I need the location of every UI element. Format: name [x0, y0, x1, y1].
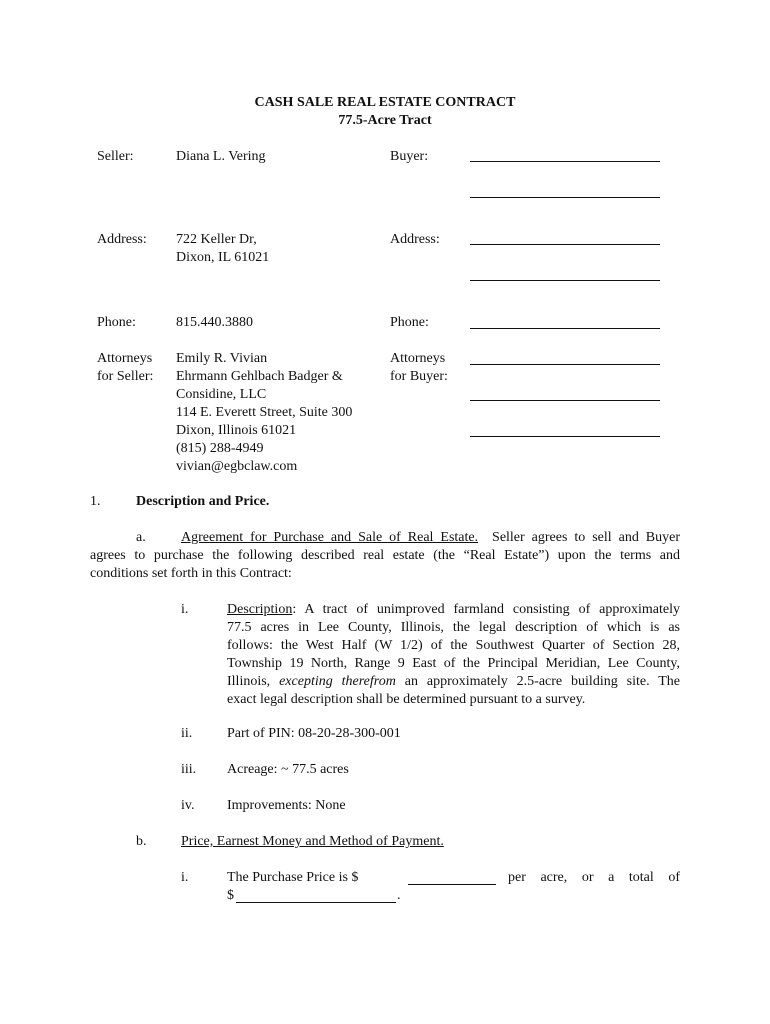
document-subtitle: 77.5-Acre Tract [338, 113, 432, 128]
improvements-text: Improvements: None [227, 798, 346, 813]
seller-name: Diana L. Vering [176, 149, 266, 164]
subsection-a-title: Agreement for Purchase and Sale of Real Estate. [181, 530, 479, 545]
seller-attorney-line: Considine, LLC [176, 387, 267, 402]
seller-attorney-line: 114 E. Everett Street, Suite 300 [176, 405, 353, 420]
subsection-b-title: Price, Earnest Money and Method of Payment. [181, 834, 444, 849]
subsection-a-text-line2: agrees to purchase the following described real estate (the “Real Estate”) upon the terms and [90, 548, 680, 563]
seller-attorney-email: vivian@egbclaw.com [176, 459, 298, 474]
seller-attorney-line: Ehrmann Gehlbach Badger & [176, 369, 343, 384]
description-line: Township 19 North, Range 9 East of the Principal Meridian, Lee County, [227, 656, 680, 671]
purchase-price-text-tail: per acre, or a total of [508, 870, 680, 885]
seller-phone-label: Phone: [97, 315, 136, 330]
seller-address-line1: 722 Keller Dr, [176, 232, 257, 247]
seller-attorney-label-line1: Attorneys [97, 351, 153, 366]
item-number: iii. [181, 762, 197, 777]
subsection-b-label: b. [136, 834, 147, 849]
total-price-dollar: $ [227, 888, 234, 903]
buyer-attorney-blank-3[interactable] [470, 436, 660, 437]
seller-attorney-label-line2: for Seller: [97, 369, 154, 384]
item-number: i. [181, 602, 189, 617]
subsection-a-label: a. [136, 530, 146, 545]
buyer-phone-label: Phone: [390, 315, 429, 330]
section-heading: Description and Price. [136, 494, 270, 509]
pin-text: Part of PIN: 08-20-28-300-001 [227, 726, 401, 741]
seller-phone: 815.440.3880 [176, 315, 253, 330]
subsection-a-text-line3: conditions set forth in this Contract: [90, 566, 292, 581]
buyer-label: Buyer: [390, 149, 429, 164]
acreage-text: Acreage: ~ 77.5 acres [227, 762, 349, 777]
seller-address-line2: Dixon, IL 61021 [176, 250, 270, 265]
buyer-address-blank-1[interactable] [470, 244, 660, 245]
description-line: 77.5 acres in Lee County, Illinois, the legal description of which is as [227, 620, 680, 635]
description-line: an approximately 2.5-acre building site. The [395, 674, 681, 689]
description-title: Description [227, 602, 293, 617]
subsection-a-paragraph [90, 529, 680, 583]
section-number: 1. [90, 494, 101, 509]
total-price-blank[interactable] [236, 887, 396, 903]
buyer-phone-blank[interactable] [470, 328, 660, 329]
seller-attorney-line: Dixon, Illinois 61021 [176, 423, 297, 438]
buyer-attorney-label-line2: for Buyer: [390, 369, 448, 384]
seller-label: Seller: [97, 149, 134, 164]
purchase-price-text: The Purchase Price is $ [227, 870, 359, 885]
description-emphasis: excepting therefrom [279, 674, 396, 689]
buyer-name-blank-1[interactable] [470, 161, 660, 162]
description-line: : A tract of unimproved farmland consisting of approximately [292, 602, 680, 617]
seller-attorney-line: Emily R. Vivian [176, 351, 268, 366]
seller-address-label: Address: [97, 232, 147, 247]
subsection-a-text: Seller agrees to sell and Buyer [492, 530, 680, 545]
document-title: CASH SALE REAL ESTATE CONTRACT [254, 95, 516, 110]
total-price-period: . [397, 888, 401, 903]
buyer-address-blank-2[interactable] [470, 280, 660, 281]
buyer-name-blank-2[interactable] [470, 197, 660, 198]
seller-attorney-line: (815) 288-4949 [176, 441, 264, 456]
description-line: exact legal description shall be determined pursuant to a survey. [227, 692, 586, 707]
buyer-attorney-blank-1[interactable] [470, 364, 660, 365]
description-paragraph [227, 601, 680, 709]
item-number: i. [181, 870, 189, 885]
description-line: follows: the West Half (W 1/2) of the Southwest Quarter of Section 28, [227, 638, 680, 653]
description-line: Illinois, [227, 674, 280, 689]
buyer-attorney-label-line1: Attorneys [390, 351, 446, 366]
item-number: ii. [181, 726, 193, 741]
buyer-address-label: Address: [390, 232, 440, 247]
buyer-attorney-blank-2[interactable] [470, 400, 660, 401]
price-per-acre-blank[interactable] [408, 869, 496, 885]
item-number: iv. [181, 798, 195, 813]
